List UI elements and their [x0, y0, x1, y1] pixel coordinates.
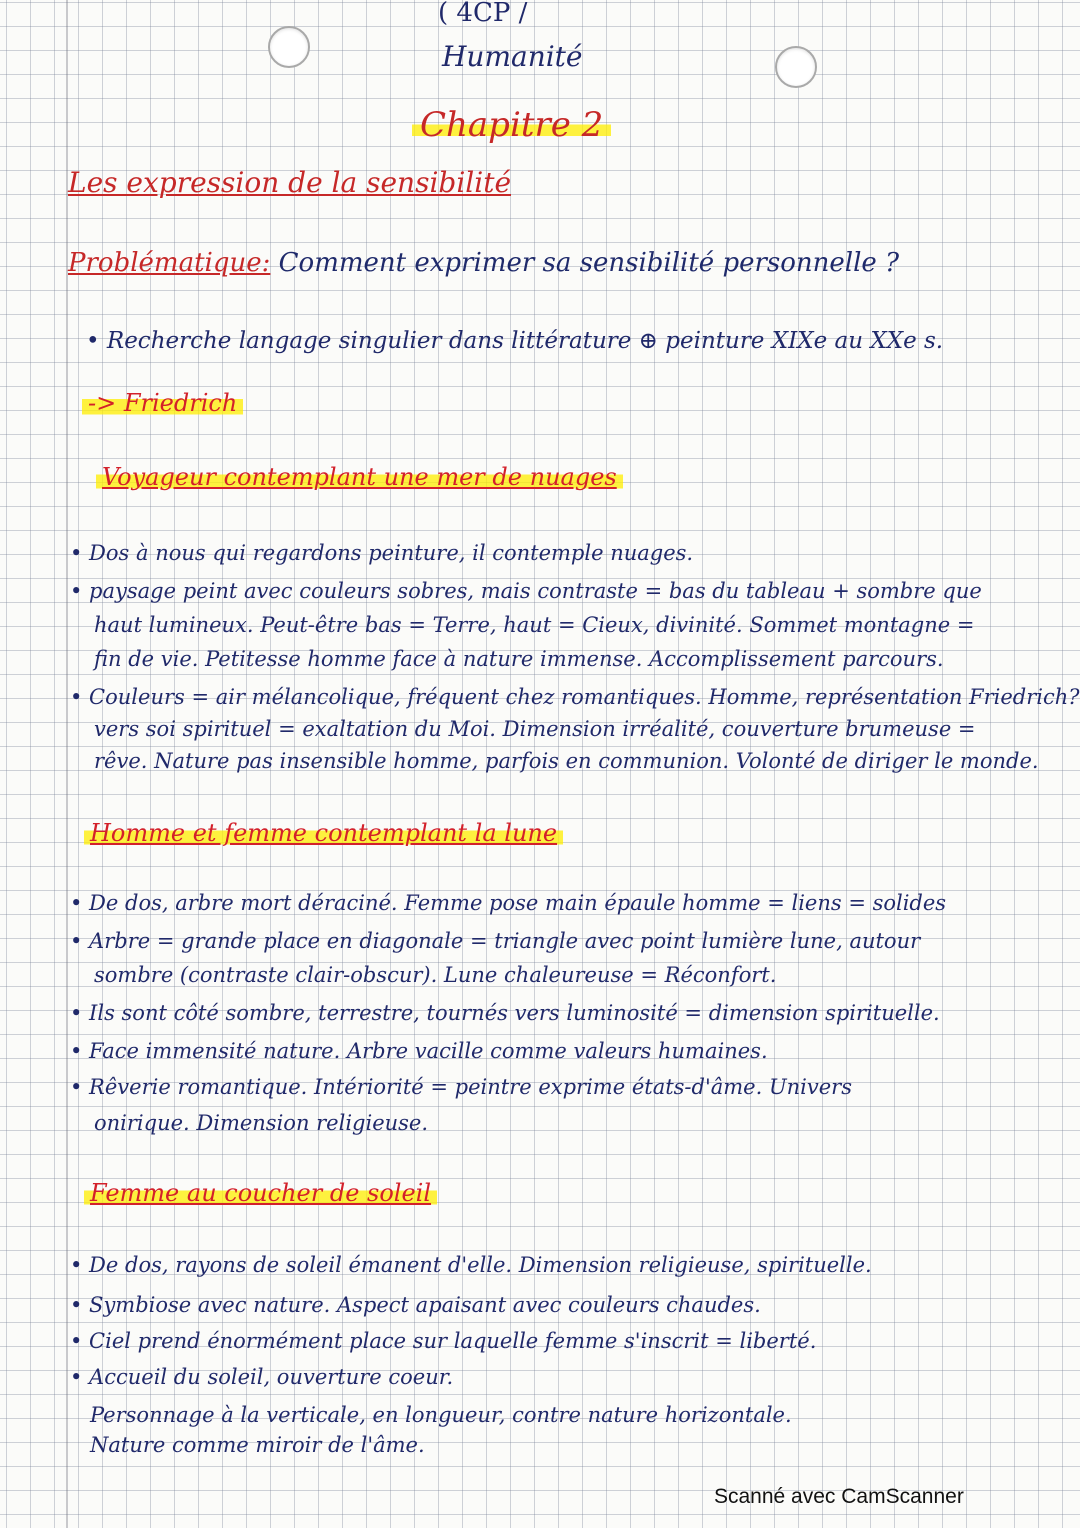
header-code: ( 4CP /: [438, 0, 528, 28]
intro-line: • Recherche langage singulier dans littérature ⊕ peinture XIXe au XXe s.: [86, 328, 944, 354]
section-2-line-1: • De dos, arbre mort déraciné. Femme pose main épaule homme = liens = solides: [70, 891, 947, 915]
problem-label: Problématique:: [68, 248, 271, 278]
section-2-line-5: • Face immensité nature. Arbre vacille comme valeurs humaines.: [70, 1039, 768, 1063]
artist-label: [82, 390, 243, 416]
section-title-1: Voyageur contemplant une mer de nuages: [96, 464, 623, 490]
page-title: Les expression de la sensibilité: [68, 166, 512, 199]
scanner-watermark: Scanné avec CamScanner: [714, 1485, 964, 1508]
section-1-line-5: • Couleurs = air mélancolique, fréquent chez romantiques. Homme, représentation Friedrich?: [70, 685, 1080, 709]
section-2-line-4: • Ils sont côté sombre, terrestre, tournés vers luminosité = dimension spirituelle.: [70, 1001, 940, 1025]
header-subject: Humanité: [442, 40, 583, 73]
problem-statement: [68, 250, 899, 276]
section-title-2: Homme et femme contemplant la lune: [84, 820, 563, 846]
section-1-line-2: • paysage peint avec couleurs sobres, mais contraste = bas du tableau + sombre que: [70, 579, 982, 603]
section-3-line-6: Nature comme miroir de l'âme.: [90, 1433, 425, 1457]
section-title-3: Femme au coucher de soleil: [84, 1180, 437, 1206]
section-1-line-1: • Dos à nous qui regardons peinture, il contemple nuages.: [70, 541, 694, 565]
section-2-line-7: onirique. Dimension religieuse.: [94, 1111, 429, 1135]
section-3-line-5: Personnage à la verticale, en longueur, contre nature horizontale.: [90, 1403, 792, 1427]
section-3-line-2: • Symbiose avec nature. Aspect apaisant avec couleurs chaudes.: [70, 1293, 761, 1317]
section-1-line-7: rêve. Nature pas insensible homme, parfois en communion. Volonté de diriger le monde.: [94, 749, 1039, 773]
section-1-line-6: vers soi spirituel = exaltation du Moi. Dimension irréalité, couverture brumeuse =: [94, 717, 976, 741]
section-3-line-4: • Accueil du soleil, ouverture coeur.: [70, 1365, 454, 1389]
section-3-line-3: • Ciel prend énormément place sur laquelle femme s'inscrit = liberté.: [70, 1329, 817, 1353]
section-1-line-4: fin de vie. Petitesse homme face à nature immense. Accomplissement parcours.: [94, 647, 944, 671]
section-2-line-3: sombre (contraste clair-obscur). Lune chaleureuse = Réconfort.: [94, 963, 777, 987]
chapter-title: Chapitre 2: [412, 112, 611, 138]
section-3-line-1: • De dos, rayons de soleil émanent d'elle. Dimension religieuse, spirituelle.: [70, 1253, 872, 1277]
arrow-icon: ->: [88, 389, 117, 417]
section-2-line-6: • Rêverie romantique. Intériorité = peintre exprime états-d'âme. Univers: [70, 1075, 852, 1099]
section-2-line-2: • Arbre = grande place en diagonale = triangle avec point lumière lune, autour: [70, 929, 921, 953]
artist-name: Friedrich: [123, 389, 238, 417]
problem-text: Comment exprimer sa sensibilité personnelle ?: [278, 248, 900, 278]
section-1-line-3: haut lumineux. Peut-être bas = Terre, haut = Cieux, divinité. Sommet montagne =: [94, 613, 975, 637]
